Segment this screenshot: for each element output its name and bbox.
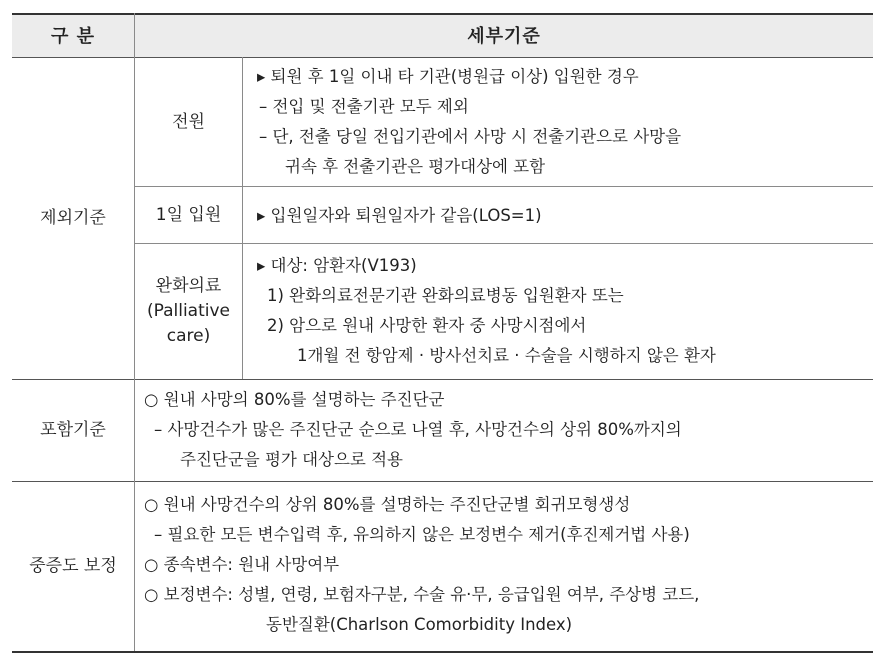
severity-adjustment-criteria [144,490,699,640]
exclusion-label: 제외기준 [40,208,106,228]
table-bottom-border [12,651,873,653]
subrow-divider [135,186,873,187]
header-detail-criteria: 세부기준 [135,13,873,57]
severity-adjustment-label: 중증도 보정 [29,556,117,576]
inclusion-label: 포함기준 [40,420,106,440]
criteria-line: ○ 원내 사망건수의 상위 80%를 설명하는 주진단군별 회귀모형생성 [144,495,631,514]
criteria-line: ▸ 퇴원 후 1일 이내 타 기관(병원급 이상) 입원한 경우 [257,67,639,86]
criteria-line: – 단, 전출 당일 전입기관에서 사망 시 전출기관으로 사망을 [259,127,682,146]
table-top-border [12,13,873,15]
inclusion-criteria [144,385,682,475]
criteria-line: 주진단군을 평가 대상으로 적용 [180,450,403,469]
palliative-care-criteria [257,251,716,371]
criteria-line: 귀속 후 전출기관은 평가대상에 포함 [285,157,546,176]
criteria-line: ○ 종속변수: 원내 사망여부 [144,555,340,574]
transfer-criteria [257,62,681,182]
transfer-label: 전원 [172,111,205,132]
one-day-admission-criteria [257,201,542,231]
criteria-line: ○ 원내 사망의 80%를 설명하는 주진단군 [144,390,445,409]
criteria-line: – 필요한 모든 변수입력 후, 유의하지 않은 보정변수 제거(후진제거법 사용) [154,525,690,544]
criteria-line: – 사망건수가 많은 주진단군 순으로 나열 후, 사망건수의 상위 80%까지의 [154,420,682,439]
criteria-line: ▸ 입원일자와 퇴원일자가 같음(LOS=1) [257,206,542,225]
header-category: 구 분 [12,13,134,57]
palliative-label-line: 완화의료 [155,276,222,296]
subcolumn-divider [242,57,243,379]
criteria-line: 1개월 전 항암제 · 방사선치료 · 수술을 시행하지 않은 환자 [297,346,716,365]
one-day-admission-label: 1일 입원 [155,204,222,225]
criteria-line: ▸ 대상: 암환자(V193) [257,256,417,275]
palliative-care-label [135,244,242,379]
palliative-label-line: (Palliative [146,301,231,321]
subrow-divider [135,243,873,244]
section-divider [12,481,873,482]
criteria-line: ○ 보정변수: 성별, 연령, 보험자구분, 수술 유·무, 응급입원 여부, 주상병 코드, [144,585,700,604]
criteria-line: 2) 암으로 원내 사망한 환자 중 사망시점에서 [267,316,587,335]
criteria-line: 동반질환(Charlson Comorbidity Index) [266,615,573,634]
criteria-line: 1) 완화의료전문기관 완화의료병동 입원환자 또는 [267,286,624,305]
palliative-label-line: care) [166,326,211,346]
section-divider [12,379,873,380]
criteria-line: – 전입 및 전출기관 모두 제외 [259,97,469,116]
